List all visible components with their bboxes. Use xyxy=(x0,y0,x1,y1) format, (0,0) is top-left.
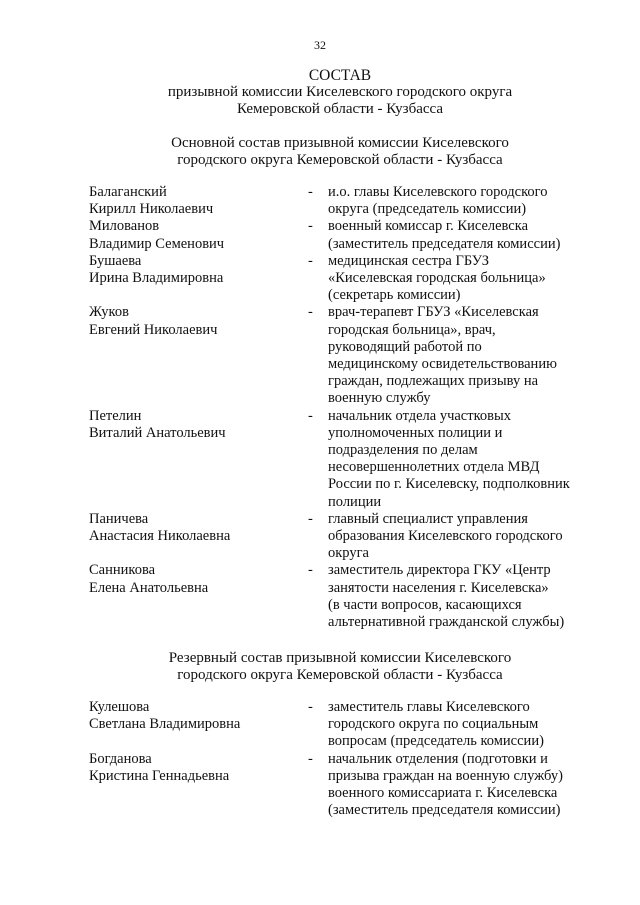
member-role xyxy=(328,304,596,407)
member-role-line: призыва граждан на военную службу) xyxy=(328,767,563,784)
member-name xyxy=(89,184,299,218)
member-name xyxy=(89,699,299,733)
member-name xyxy=(89,218,299,252)
member-name xyxy=(89,408,299,442)
member-name-line: Паничева xyxy=(89,510,149,527)
member-role-line: заместитель директора ГКУ «Центр xyxy=(328,562,551,579)
member-role xyxy=(328,253,596,305)
member-entry xyxy=(89,562,599,631)
member-entry xyxy=(89,253,599,305)
member-role-line: занятости населения г. Киселевска» xyxy=(328,579,549,596)
member-role xyxy=(328,562,596,631)
member-role-line: образования Киселевского городского xyxy=(328,528,563,545)
section-heading-reserve xyxy=(60,650,620,684)
entry-dash: - xyxy=(308,562,313,579)
section-heading-line: Основной состав призывной комиссии Киселевского xyxy=(171,135,509,151)
member-role-line: уполномоченных полиции и xyxy=(328,424,503,441)
member-name xyxy=(89,253,299,287)
member-role-line: (заместитель председателя комиссии) xyxy=(328,802,561,819)
member-name-line: Анастасия Николаевна xyxy=(89,528,231,545)
reserve-members-list xyxy=(89,699,599,819)
title-line: Кемеровской области - Кузбасса xyxy=(236,101,444,117)
member-name-line: Кулешова xyxy=(89,699,150,715)
member-role xyxy=(328,511,596,563)
member-name xyxy=(89,304,299,338)
member-role-line: округа xyxy=(328,545,369,562)
member-role-line: (секретарь комиссии) xyxy=(328,287,461,304)
member-entry xyxy=(89,699,599,751)
member-role-line: подразделения по делам xyxy=(328,442,478,459)
member-role-line: граждан, подлежащих призыву на xyxy=(328,373,539,390)
member-role-line: главный специалист управления xyxy=(328,510,528,527)
member-role-line: начальник отдела участковых xyxy=(328,407,511,424)
member-name-line: Ирина Владимировна xyxy=(89,270,224,287)
member-role-line: городского округа по социальным xyxy=(328,716,539,733)
member-entry xyxy=(89,184,599,218)
member-role xyxy=(328,184,596,218)
title-line: СОСТАВ xyxy=(308,67,372,84)
entry-dash: - xyxy=(308,252,313,269)
member-name xyxy=(89,511,299,545)
member-role-line: медицинскому освидетельствованию xyxy=(328,356,557,373)
entry-dash: - xyxy=(308,407,313,424)
member-name-line: Санникова xyxy=(89,562,156,579)
member-entry xyxy=(89,304,599,407)
member-name-line: Милованов xyxy=(89,218,160,235)
member-role-line: руководящий работой по xyxy=(328,338,482,355)
entry-dash: - xyxy=(308,699,313,715)
member-role-line: военного комиссариата г. Киселевска xyxy=(328,785,558,802)
document-title xyxy=(60,67,620,118)
section-heading-line: городского округа Кемеровской области - Кузбасса xyxy=(177,152,503,168)
member-role-line: округа (председатель комиссии) xyxy=(328,201,527,218)
member-role-line: городская больница», врач, xyxy=(328,321,496,338)
member-role-line: и.о. главы Киселевского городского xyxy=(328,184,548,200)
page-number: 32 xyxy=(314,38,326,52)
section-heading-main xyxy=(60,135,620,169)
member-role-line: военный комиссар г. Киселевска xyxy=(328,218,529,235)
member-role-line: полиции xyxy=(328,493,382,510)
member-role xyxy=(328,218,596,252)
member-role-line: России по г. Киселевску, подполковник xyxy=(328,476,570,493)
member-role xyxy=(328,751,596,820)
member-name-line: Кирилл Николаевич xyxy=(89,201,214,218)
member-name xyxy=(89,751,299,785)
entry-dash: - xyxy=(308,304,313,321)
member-name-line: Владимир Семенович xyxy=(89,235,225,252)
entry-dash: - xyxy=(308,750,313,767)
member-name-line: Виталий Анатольевич xyxy=(89,424,226,441)
member-name-line: Светлана Владимировна xyxy=(89,716,241,733)
member-entry xyxy=(89,511,599,563)
member-role-line: медицинская сестра ГБУЗ xyxy=(328,252,490,269)
member-entry xyxy=(89,218,599,252)
entry-dash: - xyxy=(308,184,313,200)
member-role-line: вопросам (председатель комиссии) xyxy=(328,733,544,750)
member-role-line: военную службу xyxy=(328,390,431,407)
title-line: призывной комиссии Киселевского городского округа xyxy=(167,84,513,100)
entry-dash: - xyxy=(308,218,313,235)
member-role-line: (заместитель председателя комиссии) xyxy=(328,235,561,252)
member-name-line: Балаганский xyxy=(89,184,167,200)
member-name-line: Петелин xyxy=(89,407,142,424)
member-role-line: (в части вопросов, касающихся xyxy=(328,596,522,613)
member-entry xyxy=(89,751,599,820)
member-name-line: Кристина Геннадьевна xyxy=(89,767,230,784)
member-name-line: Бушаева xyxy=(89,252,142,269)
member-role-line: несовершеннолетних отдела МВД xyxy=(328,459,540,476)
section-heading-line: Резервный состав призывной комиссии Киселевского xyxy=(168,650,512,666)
member-role xyxy=(328,699,596,751)
member-name-line: Богданова xyxy=(89,750,152,767)
member-role-line: начальник отделения (подготовки и xyxy=(328,750,548,767)
member-role-line: альтернативной гражданской службы) xyxy=(328,614,565,631)
section-heading-line: городского округа Кемеровской области - Кузбасса xyxy=(177,667,503,683)
entry-dash: - xyxy=(308,510,313,527)
member-role-line: «Киселевская городская больница» xyxy=(328,270,546,287)
member-name-line: Елена Анатольевна xyxy=(89,579,209,596)
member-name-line: Жуков xyxy=(89,304,129,321)
member-role-line: врач-терапевт ГБУЗ «Киселевская xyxy=(328,304,539,321)
main-members-list xyxy=(89,184,599,631)
member-entry xyxy=(89,408,599,511)
member-role xyxy=(328,408,596,511)
member-name xyxy=(89,562,299,596)
member-role-line: заместитель главы Киселевского xyxy=(328,699,530,715)
member-name-line: Евгений Николаевич xyxy=(89,321,218,338)
